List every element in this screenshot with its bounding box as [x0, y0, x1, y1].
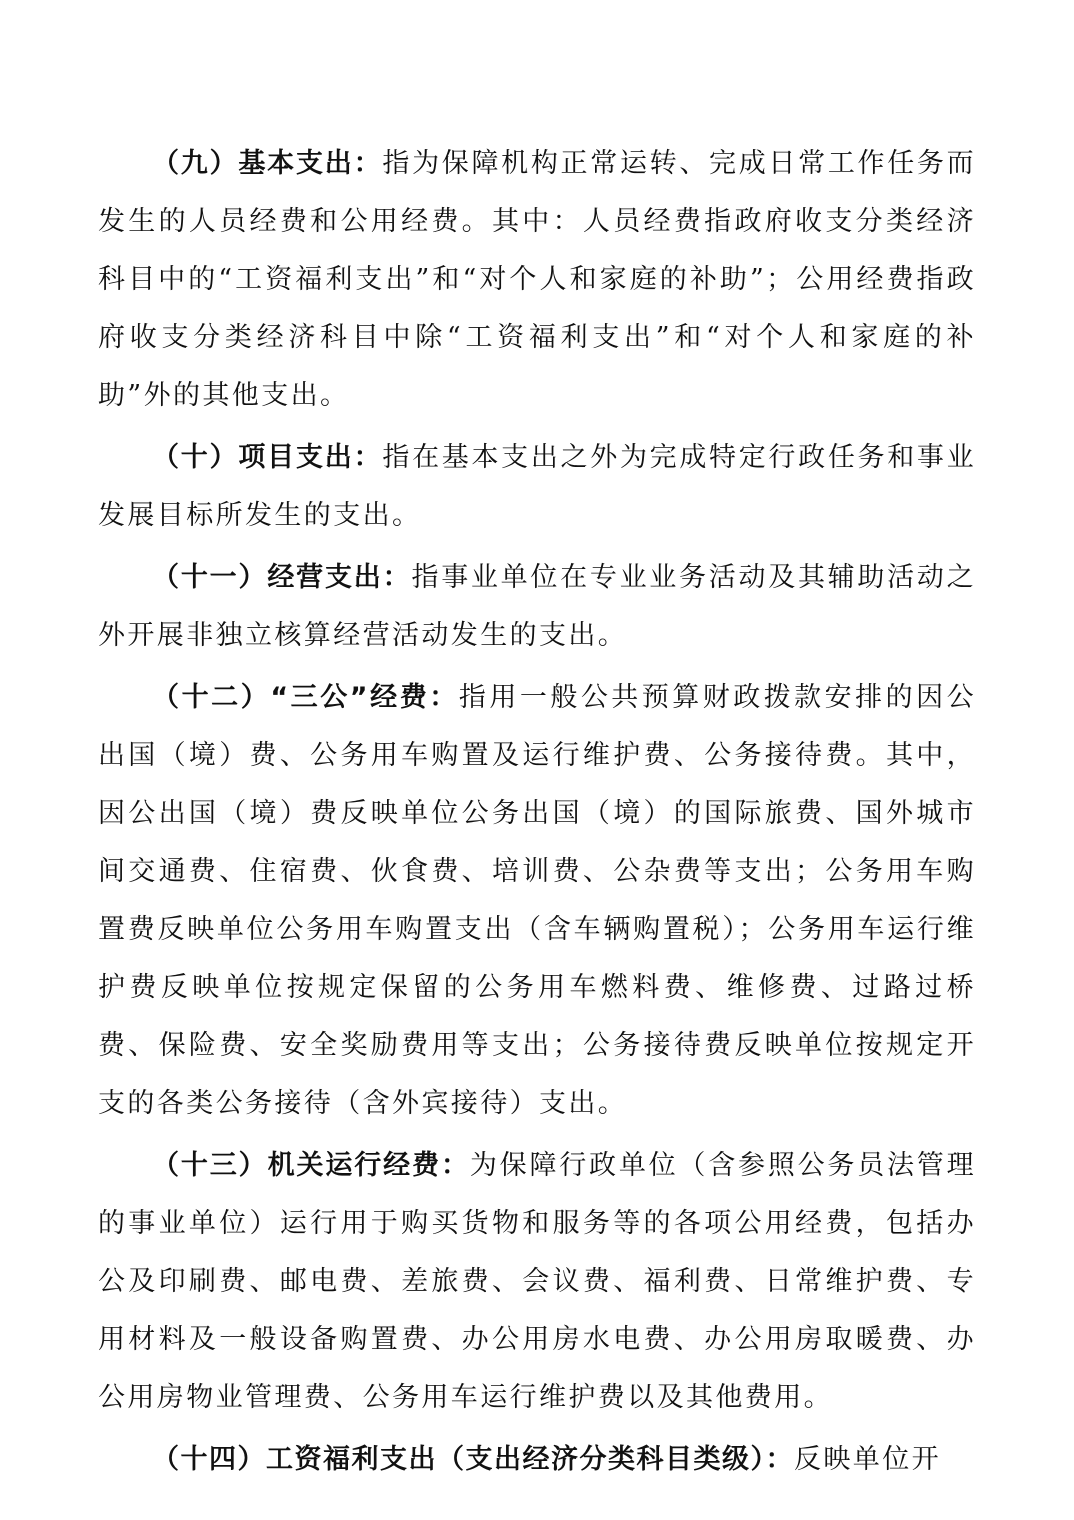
term-heading: （十一）经营支出：: [152, 562, 412, 593]
term-definition: 指用一般公共预算财政拨款安排的因公出国（境）费、公务用车购置及运行维护费、公务接待费。其中，因公出国（境）费反映单位公务出国（境）的国际旅费、国外城市间交通费、住宿费、伙食费、培训费、公杂费等支出；公务用车购置费反映单位公务用车购置支出（含车辆购置税）；公务用车运行维护费反映单位按规定保留的公务用车燃料费、维修费、过路过桥费、保险费、安全奖励费用等支出；公务接待费反映单位按规定开支的各类公务接待（含外宾接待）支出。: [98, 682, 976, 1119]
term-definition: 指事业单位在专业业务活动及其辅助活动之外开展非独立核算经营活动发生的支出。: [98, 562, 976, 651]
term-definition: 反映单位开: [794, 1444, 941, 1475]
paragraph-wage-welfare-expenditure: [98, 1431, 976, 1489]
term-heading: （九）基本支出：: [152, 148, 383, 179]
paragraph-basic-expenditure: [98, 135, 976, 425]
term-heading: （十二）“三公”经费：: [152, 682, 459, 713]
document-page: [98, 135, 976, 1493]
paragraph-project-expenditure: [98, 429, 976, 545]
term-heading: （十四）工资福利支出（支出经济分类科目类级）：: [152, 1444, 794, 1475]
paragraph-agency-operating-funds: [98, 1137, 976, 1427]
paragraph-operating-expenditure: [98, 549, 976, 665]
term-definition: 指在基本支出之外为完成特定行政任务和事业发展目标所发生的支出。: [98, 442, 977, 531]
term-heading: （十）项目支出：: [152, 442, 383, 473]
term-definition: 指为保障机构正常运转、完成日常工作任务而发生的人员经费和公用经费。其中：人员经费指政府收支分类经济科目中的“工资福利支出”和“对个人和家庭的补助”；公用经费指政府收支分类经济科目中除“工资福利支出”和“对个人和家庭的补助”外的其他支出。: [98, 148, 977, 411]
term-heading: （十三）机关运行经费：: [152, 1150, 470, 1181]
term-definition: 为保障行政单位（含参照公务员法管理的事业单位）运行用于购买货物和服务等的各项公用经费，包括办公及印刷费、邮电费、差旅费、会议费、福利费、日常维护费、专用材料及一般设备购置费、办公用房水电费、办公用房取暖费、办公用房物业管理费、公务用车运行维护费以及其他费用。: [98, 1150, 976, 1413]
paragraph-three-public-expenses: [98, 669, 976, 1133]
